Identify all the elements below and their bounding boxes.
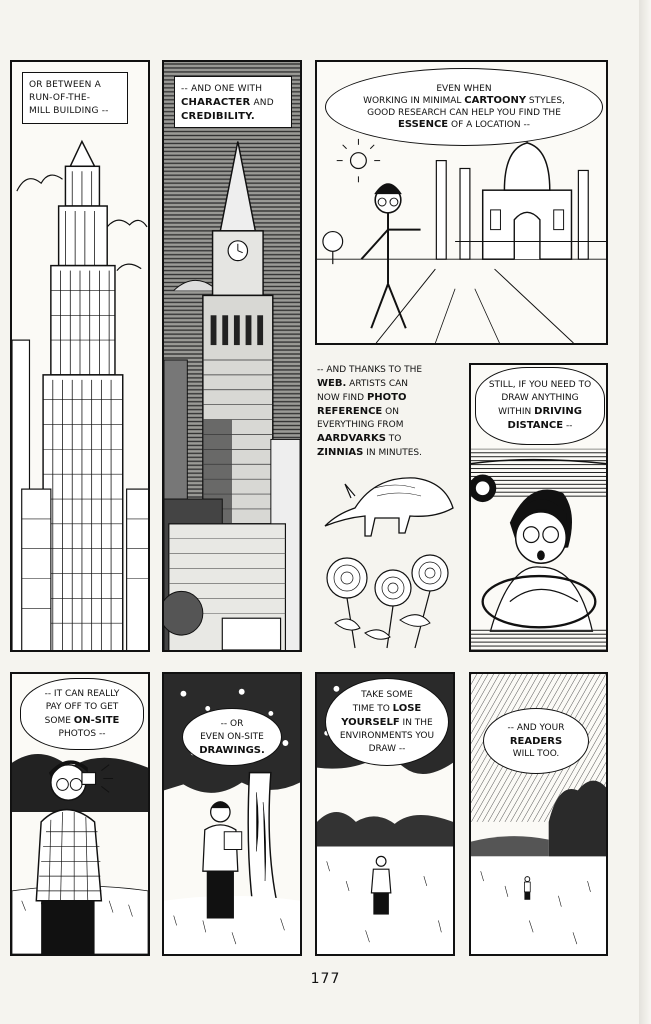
balloon-line-4b: OF A LOCATION -- bbox=[448, 120, 530, 130]
balloon-line-5: DRAW -- bbox=[368, 743, 406, 754]
emphasis-cartoony: CARTOONY bbox=[464, 95, 527, 106]
narration-line-2b: ARTISTS CAN bbox=[346, 379, 409, 389]
panel-lose-yourself bbox=[315, 672, 455, 956]
emphasis-zinnias: ZINNIAS bbox=[317, 447, 364, 458]
caption-box bbox=[174, 76, 292, 128]
balloon-line-4: PHOTOS -- bbox=[58, 728, 106, 739]
balloon-line-2a: TIME TO bbox=[352, 703, 393, 714]
caption-line-3 bbox=[181, 110, 285, 124]
speech-balloon bbox=[475, 367, 605, 445]
balloon-line-2a: WORKING IN MINIMAL bbox=[363, 96, 465, 106]
balloon-line-2: DRAW ANYTHING bbox=[501, 393, 579, 403]
speech-balloon bbox=[325, 678, 449, 766]
emphasis-driving: DRIVING bbox=[534, 406, 582, 417]
emphasis-readers: READERS bbox=[509, 735, 563, 747]
balloon-line-3: WILL TOO. bbox=[512, 748, 560, 759]
page-edge bbox=[639, 0, 651, 1024]
balloon-line-1: -- AND YOUR bbox=[507, 722, 565, 733]
balloon-line-2c: STYLES, bbox=[526, 96, 565, 106]
clock-tower-illustration bbox=[164, 62, 300, 650]
panel-clock-tower bbox=[162, 60, 302, 652]
speech-balloon bbox=[182, 708, 282, 766]
aardvark-and-zinnias-illustration bbox=[315, 358, 460, 652]
balloon-line-4b: -- bbox=[563, 421, 573, 431]
narration-line-5: EVERYTHING FROM bbox=[317, 420, 404, 430]
balloon-text bbox=[504, 722, 569, 761]
panel-skyscraper bbox=[10, 60, 150, 652]
caption-line-2-tail: AND bbox=[250, 98, 274, 108]
panel-readers-will-too bbox=[469, 672, 608, 956]
panel-on-site-drawings bbox=[162, 672, 302, 956]
emphasis-yourself: YOURSELF bbox=[341, 716, 400, 728]
caption-line-2: RUN-OF-THE- bbox=[29, 93, 91, 103]
balloon-line-1: EVEN WHEN bbox=[436, 84, 492, 94]
emphasis-aardvarks: AARDVARKS bbox=[317, 433, 386, 444]
caption-emphasis-character: CHARACTER bbox=[181, 97, 251, 108]
balloon-text bbox=[359, 83, 569, 131]
balloon-line-4 bbox=[489, 419, 591, 433]
balloon-line-4 bbox=[363, 119, 565, 131]
balloon-line-1: STILL, IF YOU NEED TO bbox=[488, 380, 592, 390]
caption-box bbox=[22, 72, 128, 124]
balloon-line-3: GOOD RESEARCH CAN HELP YOU FIND THE bbox=[367, 108, 561, 118]
balloon-line-3 bbox=[340, 716, 434, 730]
balloon-line-1: -- IT CAN REALLY bbox=[44, 688, 120, 699]
emphasis-drawings: DRAWINGS. bbox=[199, 744, 265, 756]
speech-balloon bbox=[20, 678, 144, 750]
panel-cartoon-taj-mahal bbox=[315, 60, 608, 345]
balloon-line-3a: WITHIN bbox=[498, 407, 535, 417]
narration-line-6b: TO bbox=[385, 434, 402, 444]
balloon-text bbox=[41, 688, 124, 741]
caption-line-2 bbox=[181, 96, 285, 110]
caption-emphasis-credibility: CREDIBILITY. bbox=[181, 111, 255, 122]
caption-line-3: MILL BUILDING -- bbox=[29, 106, 109, 116]
balloon-line-3 bbox=[45, 714, 120, 728]
narration-line-3a: NOW FIND bbox=[317, 393, 367, 403]
skyscraper-illustration bbox=[12, 62, 148, 650]
balloon-text bbox=[195, 718, 269, 757]
caption-line-1: OR BETWEEN A bbox=[29, 80, 101, 90]
balloon-line-3 bbox=[489, 405, 591, 419]
balloon-line-1: -- OR bbox=[220, 718, 244, 729]
caption-line-1: -- AND ONE WITH bbox=[181, 84, 263, 94]
narration-line-1: -- AND THANKS TO THE bbox=[317, 365, 423, 375]
emphasis-lose: LOSE bbox=[392, 702, 422, 714]
balloon-line-2 bbox=[340, 702, 434, 716]
speech-balloon bbox=[325, 68, 603, 146]
emphasis-photo: PHOTO bbox=[366, 392, 407, 403]
narration-line-7b: IN MINUTES. bbox=[363, 448, 422, 458]
narration-line-4b: ON bbox=[382, 407, 399, 417]
balloon-text bbox=[485, 379, 595, 433]
emphasis-reference: REFERENCE bbox=[317, 406, 383, 417]
balloon-line-2 bbox=[363, 95, 565, 107]
panel-on-site-photos bbox=[10, 672, 150, 956]
emphasis-on-site: ON-SITE bbox=[73, 714, 120, 726]
page-number: 177 bbox=[310, 971, 341, 987]
balloon-line-3b: IN THE bbox=[399, 717, 433, 728]
balloon-line-2: EVEN ON-SITE bbox=[200, 731, 264, 742]
emphasis-distance: DISTANCE bbox=[507, 420, 564, 431]
panel-web-reference bbox=[315, 358, 460, 652]
balloon-line-1: TAKE SOME bbox=[361, 689, 413, 700]
balloon-line-4: ENVIRONMENTS YOU bbox=[339, 730, 435, 741]
balloon-line-3a: SOME bbox=[44, 715, 74, 726]
speech-balloon bbox=[483, 708, 589, 774]
balloon-text bbox=[336, 689, 438, 756]
balloon-line-2: PAY OFF TO GET bbox=[45, 701, 119, 712]
emphasis-essence: ESSENCE bbox=[397, 119, 449, 130]
panel-driving bbox=[469, 363, 608, 652]
emphasis-web: WEB. bbox=[317, 378, 347, 389]
